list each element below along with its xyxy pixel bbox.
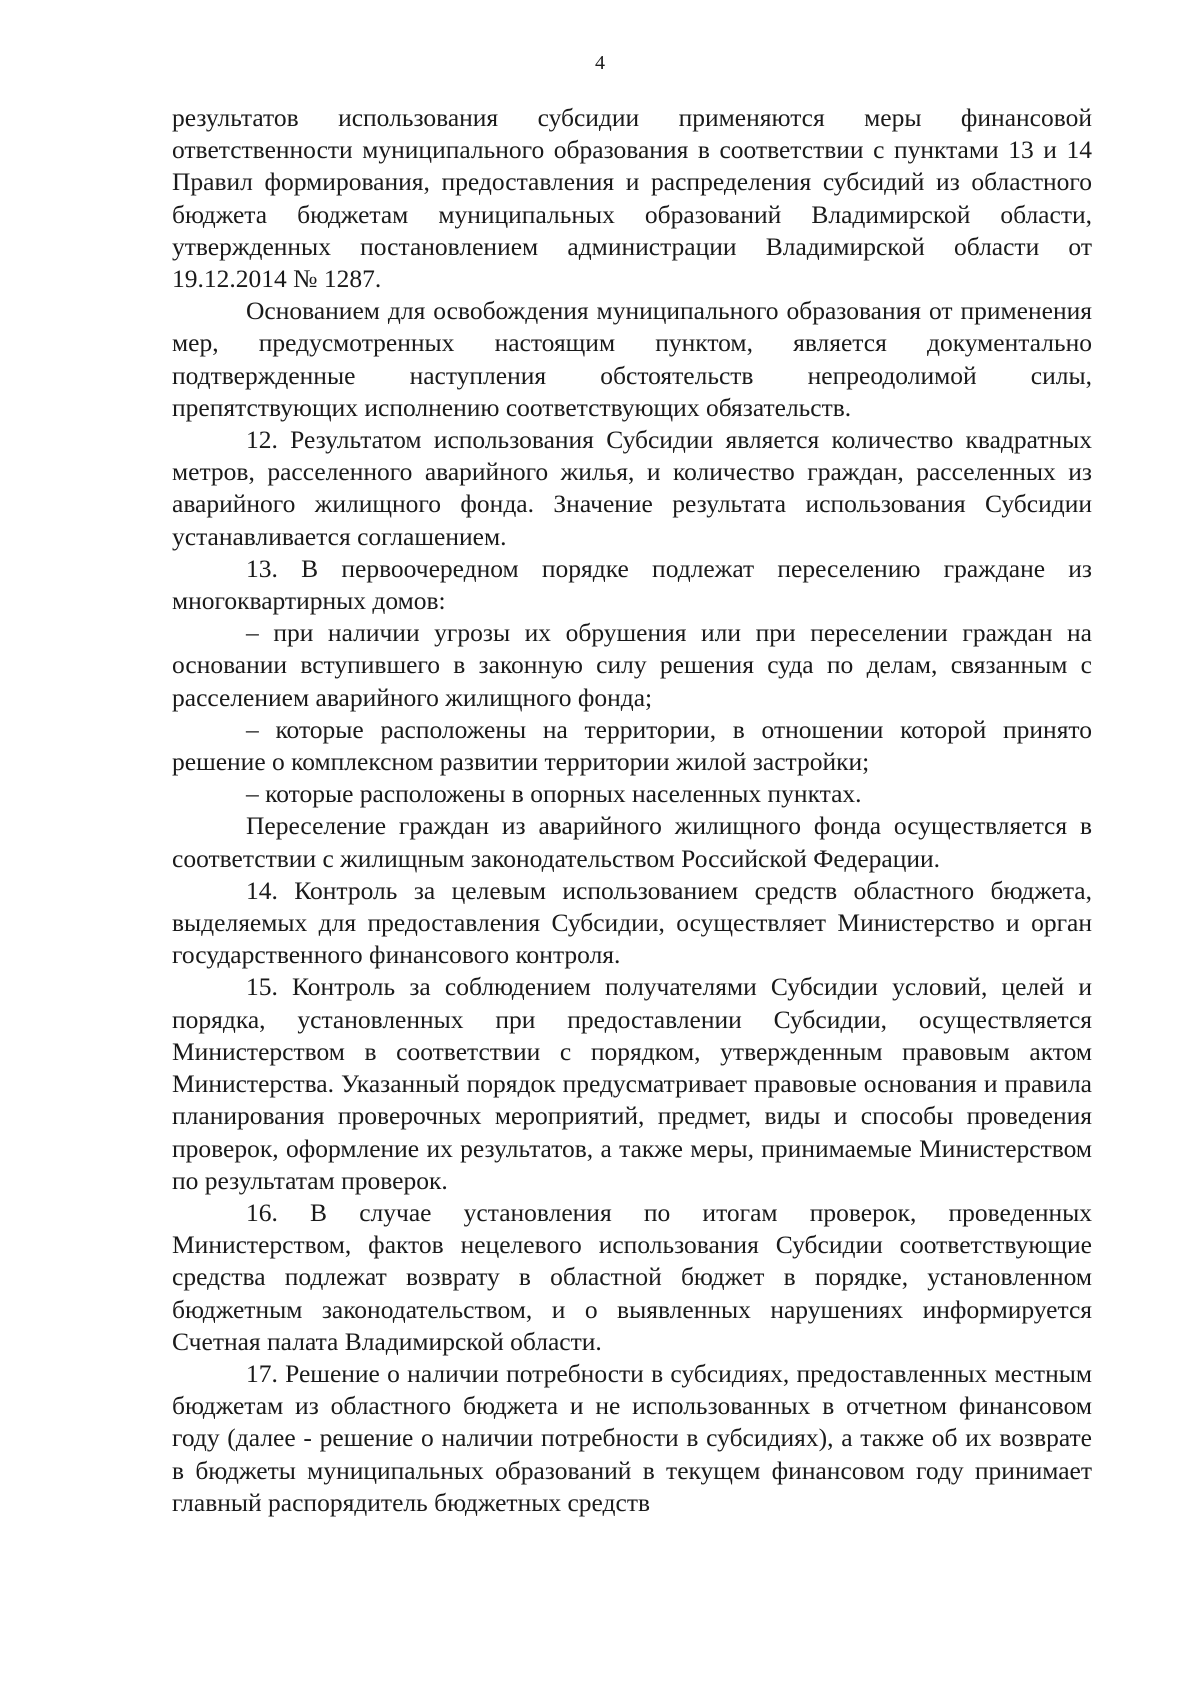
paragraph-item-14: 14. Контроль за целевым использованием средств областного бюджета, выделяемых для предоставления Субсидии, осуществляет Министерство и орган государственного финансового контроля. bbox=[172, 875, 1092, 970]
paragraph-exemption-basis: Основанием для освобождения муниципального образования от применения мер, предусмотренных настоящим пунктом, является документально подтвержденные наступления обстоятельств непреодолимой силы, препятствующих исполнению соответствующих обязательств. bbox=[172, 296, 1092, 422]
paragraph-item-15: 15. Контроль за соблюдением получателями Субсидии условий, целей и порядка, установленных при предоставлении Субсидии, осуществляется Министерством в соответствии с порядком, утвержденным правовым актом Министерства. Указанный порядок предусматривает правовые основания и правила планирования проверочных мероприятий, предмет, виды и способы проведения проверок, оформление их результатов, а также меры, принимаемые Министерством по результатам проверок. bbox=[172, 972, 1092, 1195]
list-item-territory-development: – которые расположены на территории, в отношении которой принято решение о комплексном развитии территории жилой застройки; bbox=[172, 714, 1092, 777]
paragraph-item-13: 13. В первоочередном порядке подлежат переселению граждане из многоквартирных домов: bbox=[172, 553, 1092, 616]
paragraph-item-17: 17. Решение о наличии потребности в субсидиях, предоставленных местным бюджетам из областного бюджета и не использованных в отчетном финансовом году (далее - решение о наличии потребности в субсидиях), а также об их возврате в бюджеты муниципальных образований в текущем финансовом году принимает главный распорядитель бюджетных средств bbox=[172, 1358, 1092, 1517]
paragraph-item-16: 16. В случае установления по итогам проверок, проведенных Министерством, фактов нецелевого использования Субсидии соответствующие средства подлежат возврату в областной бюджет в порядке, установленном бюджетным законодательством, и о выявленных нарушениях информируется Счетная палата Владимирской области. bbox=[172, 1197, 1092, 1356]
page-number: 4 bbox=[595, 52, 605, 74]
paragraph-item-12: 12. Результатом использования Субсидии является количество квадратных метров, расселенного аварийного жилья, и количество граждан, расселенных из аварийного жилищного фонда. Значение результата использования Субсидии устанавливается соглашением. bbox=[172, 425, 1092, 551]
paragraph-resettlement-law: Переселение граждан из аварийного жилищного фонда осуществляется в соответствии с жилищным законодательством Российской Федерации. bbox=[172, 811, 1092, 873]
list-item-support-settlements: – которые расположены в опорных населенных пунктах. bbox=[246, 779, 862, 809]
list-item-collapse-threat: – при наличии угрозы их обрушения или при переселении граждан на основании вступившего в законную силу решения суда по делам, связанным с расселением аварийного жилищного фонда; bbox=[172, 618, 1092, 712]
paragraph-continuation: результатов использования субсидии применяются меры финансовой ответственности муниципального образования в соответствии с пунктами 13 и 14 Правил формирования, предоставления и распределения субсидий из областного бюджета бюджетам муниципальных образований Владимирской области, утвержденных постановлением администрации Владимирской области от 19.12.2014 № 1287. bbox=[172, 103, 1092, 294]
document-body bbox=[172, 102, 1092, 1519]
